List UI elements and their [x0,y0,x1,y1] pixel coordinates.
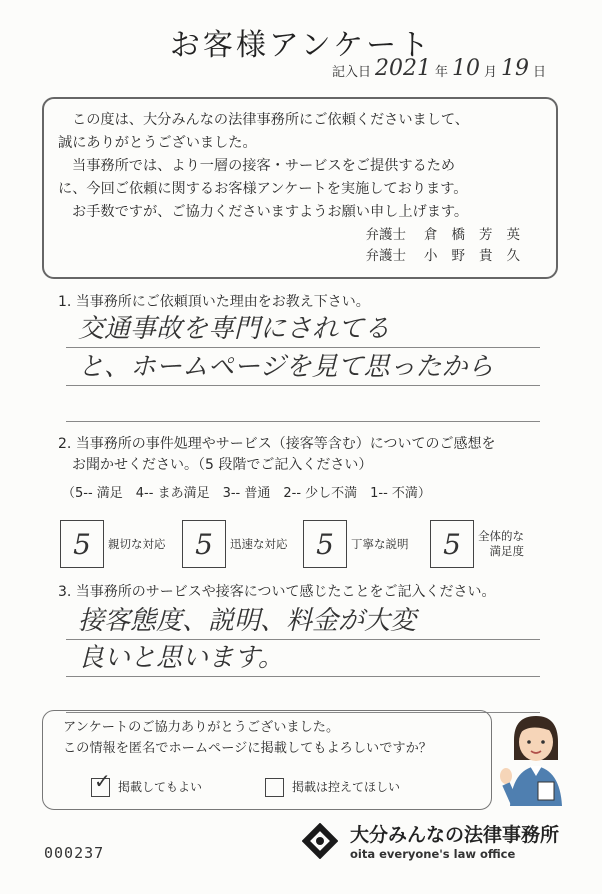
intro-line: 当事務所では、より一層の接客・サービスをご提供するため [72,158,456,174]
rating-label: 丁寧な説明 [351,536,409,551]
date-label: 記入日 [331,65,371,80]
consent-yes-label: 掲載してもよい [118,780,203,794]
rating-box[interactable] [182,520,226,568]
arm-shape [506,784,514,802]
q1-answer-line[interactable] [66,386,540,422]
question-2-line1: 2. 当事務所の事件処理やサービス（接客等含む）についてのご感想を [58,436,496,452]
intro-line: 誠にありがとうございました。 [58,135,257,151]
intro-box [42,97,558,279]
lawyer-list [366,225,535,267]
rating-speed [182,520,288,568]
date-year: 2021 [374,56,431,81]
rating-score: 5 [195,527,213,561]
eye-right [541,740,545,744]
date-day: 19 [500,56,529,81]
q1-answer-text: 交通事故を専門にされてる [78,314,391,344]
date-year-unit: 年 [434,65,448,80]
rating-label [478,529,524,559]
consent-box [42,710,492,810]
rating-label-line: 満足度 [489,544,524,558]
logo-jp: 大分みんなの法律事務所 [350,824,560,846]
serial-number: 000237 [44,844,105,862]
lawyer-row [366,246,535,267]
rating-box[interactable] [60,520,104,568]
eye-left [527,740,531,744]
rating-box[interactable] [303,520,347,568]
date-day-unit: 日 [532,65,546,80]
rating-score: 5 [316,527,334,561]
lawyer-title: 弁護士 [365,227,406,243]
rating-label: 親切な対応 [108,536,166,551]
rating-kindness [60,520,166,568]
consent-yes-checkbox[interactable] [91,769,111,797]
consent-option-no[interactable] [265,777,400,798]
q1-answer-line[interactable] [66,312,540,348]
check-mark-icon: ✓ [94,769,111,793]
rating-score: 5 [443,527,461,561]
rating-box[interactable] [430,520,474,568]
q3-answer-line[interactable] [66,677,540,713]
logo-text [350,820,559,861]
lawyer-title: 弁護士 [365,248,406,264]
lawyer-name: 小野貴久 [424,248,534,264]
intro-line: に、今回ご依頼に関するお客様アンケートを実施しております。 [58,181,468,197]
question-2-line2: お聞かせください。（5 段階でご記入ください） [72,457,373,473]
rating-label-line: 全体的な [478,529,524,543]
q1-answer-line[interactable] [66,350,540,386]
firm-logo [302,820,559,861]
staff-illustration [500,710,570,806]
consent-no-checkbox[interactable] [265,778,284,797]
rating-scale: （5‐‐ 満足 4‐‐ まあ満足 3‐‐ 普通 2‐‐ 少し不満 1‐‐ 不満） [62,486,431,501]
consent-no-label: 掲載は控えてほしい [292,780,401,794]
logo-en: oita everyone's law office [350,847,516,861]
entry-date [332,58,546,80]
question-1: 1. 当事務所にご依頼頂いた理由をお教え下さい。 [58,294,370,310]
consent-line: この情報を匿名でホームページに掲載してもよろしいですか？ [63,741,432,756]
rating-overall [430,520,524,568]
rating-label: 迅速な対応 [230,536,288,551]
survey-title: お客様アンケート [169,28,433,63]
q3-answer-text: 良いと思います。 [78,643,284,673]
question-3: 3. 当事務所のサービスや接客について感じたことをご記入ください。 [58,584,496,600]
q3-answer-line[interactable] [66,604,540,640]
q1-answer-text: と、ホームページを見て思ったから [78,352,494,382]
consent-option-yes[interactable] [91,769,203,798]
firm-logo-icon [302,823,338,859]
rating-row [60,520,560,570]
intro-line: この度は、大分みんなの法律事務所にご依頼くださいまして、 [72,112,469,128]
lawyer-name: 倉橋芳英 [424,227,534,243]
clipboard-shape [538,782,554,800]
q3-answer-line[interactable] [66,641,540,677]
intro-line: お手数ですが、ご協力くださいますようお願い申し上げます。 [72,204,469,220]
date-month: 10 [451,56,480,81]
rating-explanation [303,520,409,568]
raised-hand [500,768,512,784]
rating-score: 5 [73,527,91,561]
lawyer-row [366,225,535,246]
consent-line: アンケートのご協力ありがとうございました。 [63,720,340,735]
q3-answer-text: 接客態度、説明、料金が大変 [78,606,417,636]
date-month-unit: 月 [483,65,497,80]
